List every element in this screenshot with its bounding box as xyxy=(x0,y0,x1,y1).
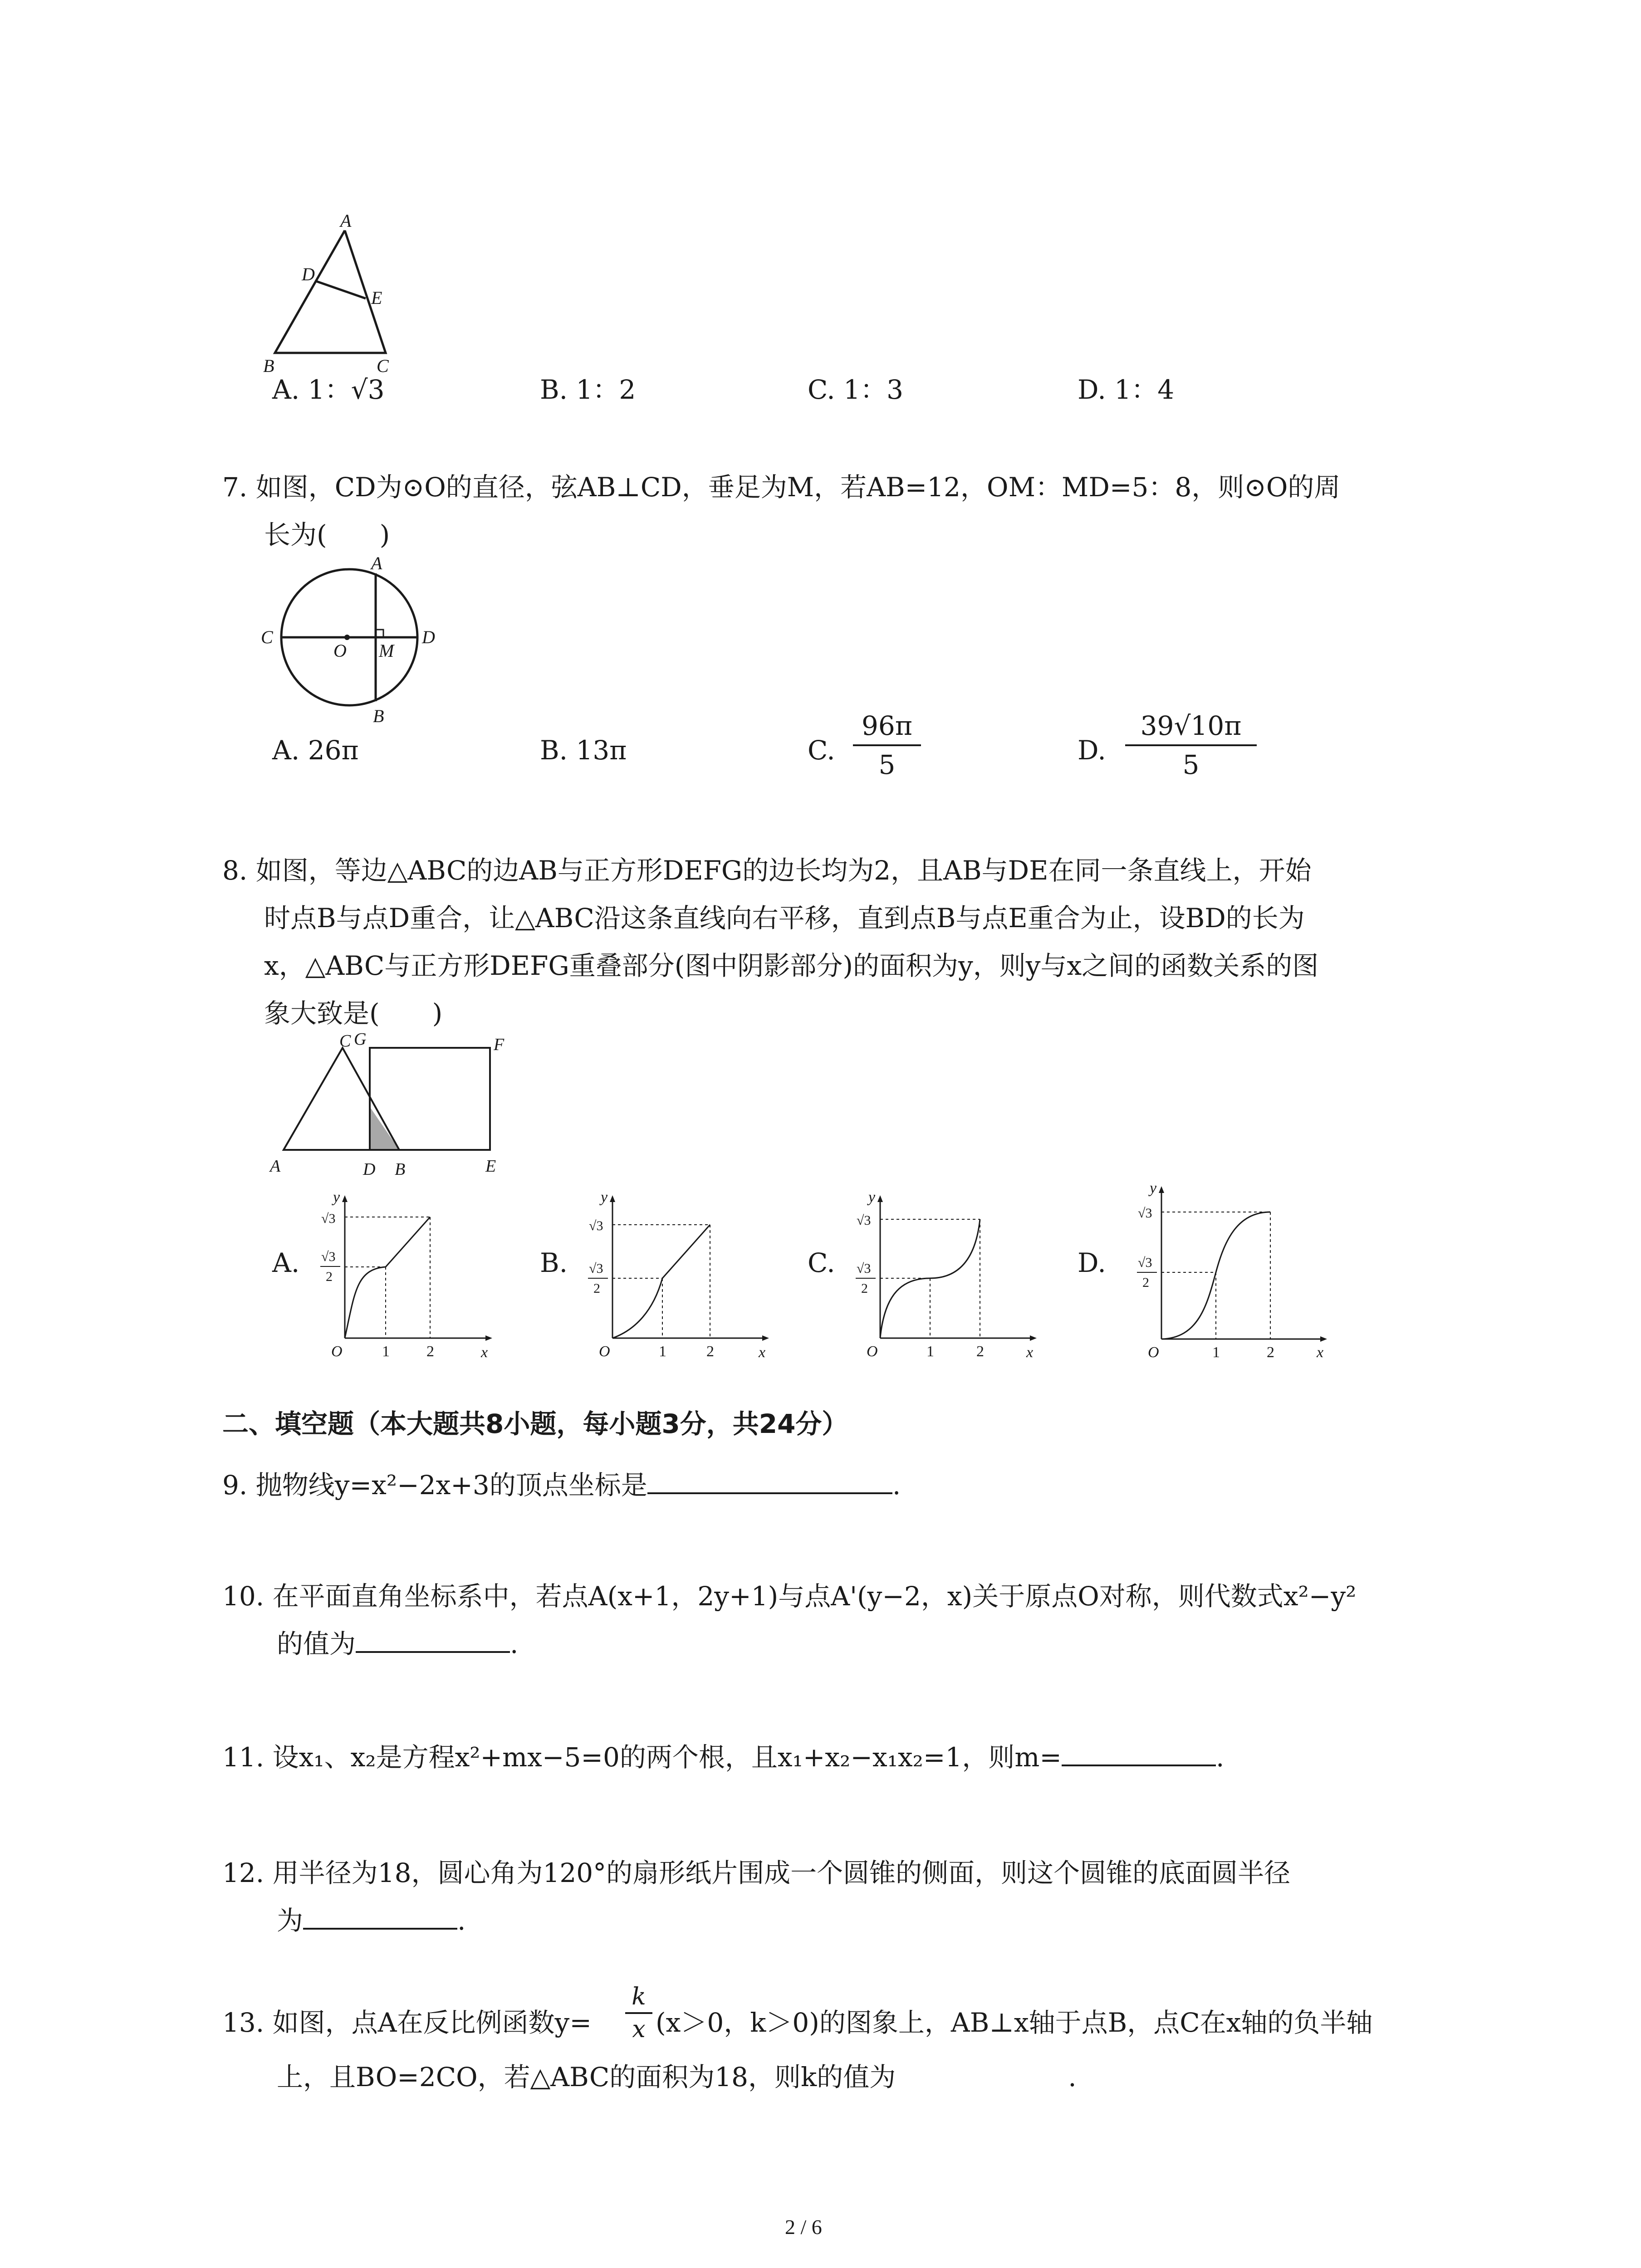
q12-answer-blank[interactable] xyxy=(303,1923,457,1930)
q13-line1-before: 13. 如图，点A在反比例函数y= xyxy=(222,2007,592,2038)
q8-graph-a-half-num: √3 xyxy=(321,1249,336,1264)
q8-graph-d-x: x xyxy=(1317,1344,1324,1361)
q8-graph-d-tick1: 1 xyxy=(1212,1344,1220,1361)
q8-graph-b-tick2: 2 xyxy=(706,1343,714,1360)
q6-option-a-text: A. 1：√3 xyxy=(272,374,385,405)
q10-line1: 10. 在平面直角坐标系中，若点A(x+1，2y+1)与点A'(y−2，x)关于原点O对称，则代数式x²−y² xyxy=(222,1581,1357,1612)
q8-graph-d-half-num: √3 xyxy=(1138,1255,1152,1270)
q7-label-b: B xyxy=(373,706,384,726)
q8-label-a: A xyxy=(270,1157,281,1176)
q8-graph-c-tick2: 2 xyxy=(976,1343,984,1360)
q11-text: 11. 设x₁、x₂是方程x²+mx−5=0的两个根，且x₁+x₂−x₁x₂=1，则m= xyxy=(222,1742,1062,1773)
q8-graph-a-y: y xyxy=(333,1189,340,1206)
q7-label-o: O xyxy=(333,640,347,661)
q12-line2-text: 为 xyxy=(277,1905,304,1936)
q8-graph-b-half-num: √3 xyxy=(589,1261,603,1276)
q8-graph-c-tick1: 1 xyxy=(926,1343,934,1360)
q10-line2-text: 的值为 xyxy=(277,1628,356,1659)
q13-line2-text: 上，且BO=2CO，若△ABC的面积为18，则k的值为 xyxy=(277,2062,896,2092)
q13-answer-blank[interactable] xyxy=(896,2080,1068,2086)
q8-graph-a-tick2: 2 xyxy=(426,1343,434,1360)
q8-stem-line4: 象大致是( ) xyxy=(264,998,443,1029)
q8-stem-line2: 时点B与点D重合，让△ABC沿这条直线向右平移，直到点B与点E重合为止，设BD的长为 xyxy=(264,903,1305,934)
q8-label-b: B xyxy=(395,1160,406,1179)
q8-option-d-label: D. xyxy=(1078,1247,1106,1278)
q8-graph-b-half-den: 2 xyxy=(593,1281,600,1296)
q8-graph-c-x: x xyxy=(1026,1344,1034,1361)
q7-option-b: B. 13π xyxy=(540,735,627,766)
q8-graph-c-half-den: 2 xyxy=(861,1281,868,1296)
q7-option-c-numerator: 96π xyxy=(862,710,912,741)
q7-option-d-denominator: 5 xyxy=(1182,749,1200,780)
q11-answer-blank[interactable] xyxy=(1062,1760,1216,1766)
q13-period: . xyxy=(1068,2062,1077,2092)
q8-label-e: E xyxy=(485,1157,496,1176)
q7-label-d: D xyxy=(422,627,435,647)
q6-label-b: B xyxy=(263,356,274,376)
q8-graph-a-tick1: 1 xyxy=(382,1343,390,1360)
q8-graph-c-origin: O xyxy=(867,1343,878,1360)
q8-label-c: C xyxy=(339,1031,351,1051)
q12-line1: 12. 用半径为18，圆心角为120°的扇形纸片围成一个圆锥的侧面，则这个圆锥的底面圆半径 xyxy=(222,1857,1291,1888)
q7-circle-figure xyxy=(254,553,449,726)
q8-label-f: F xyxy=(494,1035,505,1054)
q8-graph-a-sqrt3: √3 xyxy=(321,1211,336,1226)
q6-label-c: C xyxy=(377,356,389,376)
q8-triangle-square-figure xyxy=(263,1030,517,1186)
q6-label-e: E xyxy=(371,288,382,308)
q7-option-d-label: D. xyxy=(1078,735,1106,766)
q7-option-c-label: C. xyxy=(808,735,835,766)
q7-label-c: C xyxy=(261,627,273,647)
q8-graph-d xyxy=(1130,1179,1338,1361)
q7-option-c-fraction xyxy=(853,710,921,781)
q7-option-d-fraction xyxy=(1125,710,1257,781)
q8-graph-a-half-den: 2 xyxy=(326,1269,333,1284)
q8-stem-line1: 8. 如图，等边△ABC的边AB与正方形DEFG的边长均为2，且AB与DE在同一条直线上，开始 xyxy=(222,855,1312,886)
q8-label-g: G xyxy=(354,1030,367,1049)
q8-label-d: D xyxy=(363,1160,376,1179)
q13-frac-denominator: x xyxy=(632,2016,646,2043)
q10-line2 xyxy=(277,1626,518,1662)
q7-label-m: M xyxy=(379,640,394,661)
q9-answer-blank[interactable] xyxy=(647,1488,892,1494)
q6-option-c-text: C. 1：3 xyxy=(808,374,903,405)
q8-graph-a-origin: O xyxy=(331,1343,343,1360)
q8-graph-c-sqrt3: √3 xyxy=(857,1213,871,1228)
q7-stem-line2: 长为( ) xyxy=(264,519,390,550)
section2-title: 二、填空题（本大题共8小题，每小题3分，共24分） xyxy=(222,1408,848,1439)
q6-option-d-text: D. 1：4 xyxy=(1078,374,1175,405)
q8-option-a-label: A. xyxy=(272,1247,300,1278)
q8-option-c-label: C. xyxy=(808,1247,835,1278)
q8-graph-b-origin: O xyxy=(599,1343,610,1360)
q13-fraction xyxy=(625,1983,652,2043)
q6-label-d: D xyxy=(302,264,315,284)
q7-option-d-numerator: 39√10π xyxy=(1140,710,1242,741)
q10-period: . xyxy=(510,1628,519,1659)
q7-option-c-denominator: 5 xyxy=(878,749,896,780)
q8-graph-c xyxy=(848,1188,1048,1361)
q8-graph-b-y: y xyxy=(601,1189,608,1206)
q13-line1-after: (x＞0，k＞0)的图象上，AB⊥x轴于点B，点C在x轴的负半轴 xyxy=(656,2007,1373,2038)
page-number: 2 / 6 xyxy=(785,2215,822,2239)
q8-graph-b-x: x xyxy=(759,1344,766,1361)
q12-line2 xyxy=(277,1903,465,1938)
q11-period: . xyxy=(1216,1742,1225,1773)
q9-text: 9. 抛物线y=x²−2x+3的顶点坐标是 xyxy=(222,1470,647,1501)
q8-graph-d-origin: O xyxy=(1148,1344,1159,1361)
q6-label-a: A xyxy=(340,210,352,231)
q8-graph-a-x: x xyxy=(481,1344,488,1361)
q7-option-a: A. 26π xyxy=(272,735,359,766)
q8-graph-b-sqrt3: √3 xyxy=(589,1218,603,1233)
q8-stem-line3: x，△ABC与正方形DEFG重叠部分(图中阴影部分)的面积为y，则y与x之间的函数关系的图 xyxy=(264,950,1319,981)
q9-period: . xyxy=(892,1470,901,1501)
q7-stem-line1: 7. 如图，CD为⊙O的直径，弦AB⊥CD，垂足为M，若AB=12，OM：MD=5：8，则⊙O的周 xyxy=(222,472,1341,503)
q8-graph-c-y: y xyxy=(868,1189,876,1206)
q8-graph-d-half-den: 2 xyxy=(1142,1275,1149,1290)
q6-option-c xyxy=(808,372,903,407)
q7-label-a: A xyxy=(371,553,382,573)
q8-graph-a xyxy=(313,1188,499,1361)
q6-triangle-figure xyxy=(254,210,408,376)
q12-period: . xyxy=(457,1905,466,1936)
q6-option-a xyxy=(272,372,385,407)
q8-graph-c-half-num: √3 xyxy=(857,1261,871,1276)
q8-graph-d-tick2: 2 xyxy=(1267,1344,1274,1361)
q8-option-b-label: B. xyxy=(540,1247,568,1278)
q6-option-d xyxy=(1078,372,1174,407)
q9-line xyxy=(222,1467,901,1503)
q13-frac-numerator: k xyxy=(632,1983,646,2010)
q13-line2 xyxy=(277,2059,1077,2095)
q8-graph-d-y: y xyxy=(1150,1180,1157,1197)
q6-option-b xyxy=(540,372,636,407)
q8-graph-d-sqrt3: √3 xyxy=(1138,1206,1152,1221)
q10-answer-blank[interactable] xyxy=(356,1647,510,1653)
q11-line xyxy=(222,1740,1224,1775)
q8-graph-b-tick1: 1 xyxy=(659,1343,666,1360)
q8-graph-b xyxy=(581,1188,780,1361)
q6-option-b-text: B. 1：2 xyxy=(540,374,636,405)
